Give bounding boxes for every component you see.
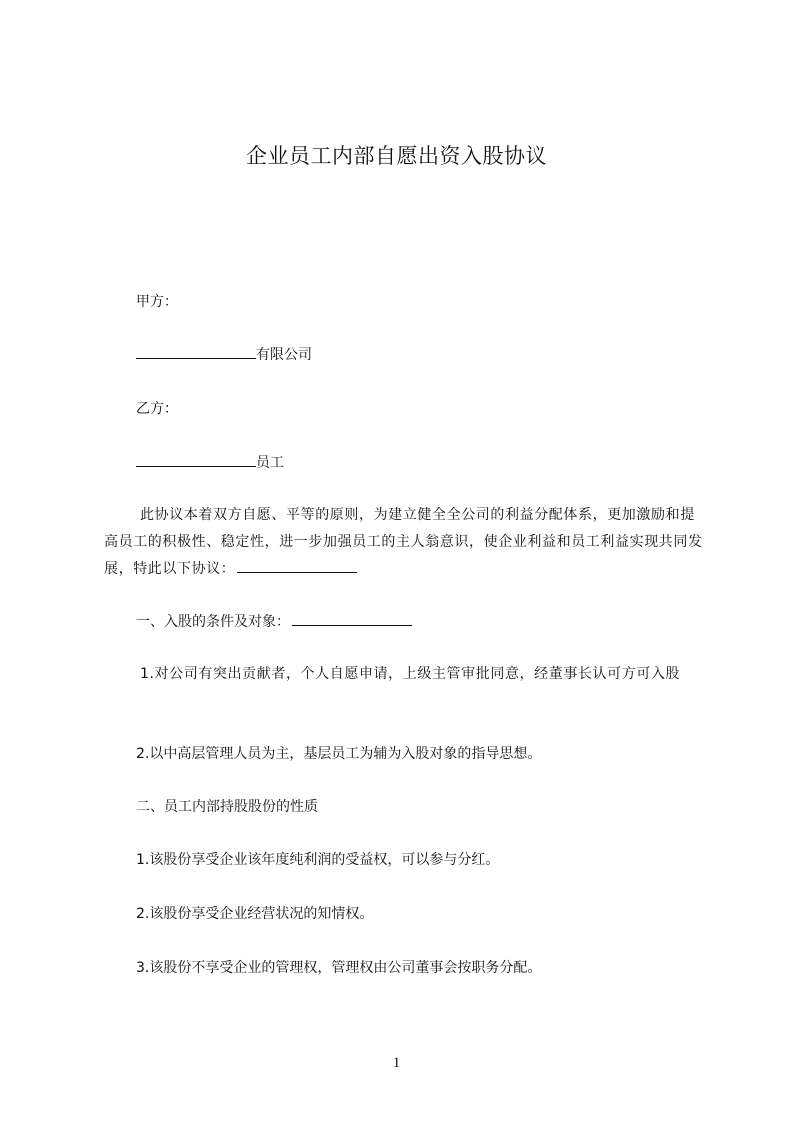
section-1-heading: 一、入股的条件及对象：: [136, 614, 290, 630]
document-title: 企业员工内部自愿出资入股协议: [246, 144, 547, 168]
party-a-name-line: [136, 344, 312, 365]
section-2-heading: 二、员工内部持股股份的性质: [136, 799, 318, 815]
section-1-item-1: 1.对公司有突出贡献者，个人自愿申请，上级主管审批同意，经董事长认可方可入股: [140, 666, 681, 682]
party-a-label: 甲方：: [136, 294, 178, 310]
intro-paragraph: [104, 502, 704, 583]
page-number: 1: [392, 1055, 401, 1071]
party-b-name-blank: [136, 452, 256, 467]
section-1-item-2: 2.以中高层管理人员为主，基层员工为辅为入股对象的指导思想。: [136, 746, 542, 762]
section-1-heading-line: [136, 611, 412, 632]
section-2-item-3: 3.该股份不享受企业的管理权，管理权由公司董事会按职务分配。: [136, 960, 542, 976]
intro-text: 此协议本着双方自愿、平等的原则，为建立健全全公司的利益分配体系，更加激励和提高员工的积极性、稳定性，进一步加强员工的主人翁意识，使企业利益和员工利益实现共同发展，特此以下协议：: [104, 507, 703, 577]
party-b-name-suffix: 员工: [256, 455, 284, 471]
party-b-label: 乙方：: [136, 401, 178, 417]
party-a-name-suffix: 有限公司: [256, 347, 312, 363]
section-2-item-1: 1.该股份享受企业该年度纯利润的受益权，可以参与分红。: [136, 852, 500, 868]
section-2-item-2: 2.该股份享受企业经营状况的知情权。: [136, 906, 374, 922]
section-1-blank: [292, 611, 412, 626]
party-b-name-line: [136, 452, 284, 473]
intro-blank: [237, 558, 357, 573]
party-a-name-blank: [136, 344, 256, 359]
